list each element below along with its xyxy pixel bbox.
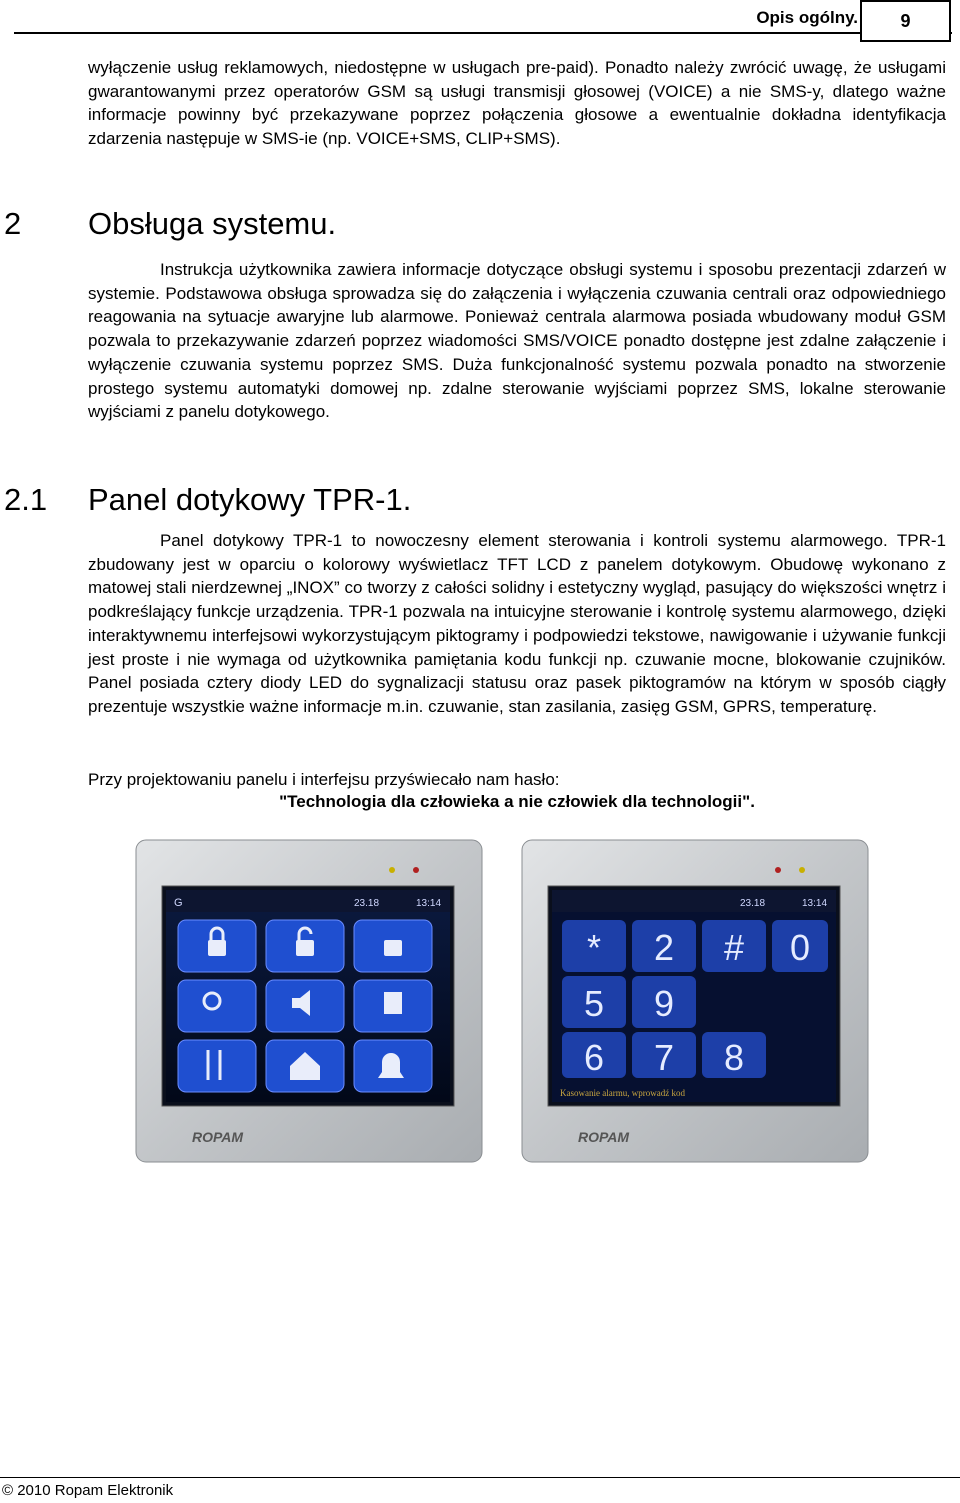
footer-rule (0, 1477, 960, 1478)
status-temp-text: 23.18 (354, 898, 380, 909)
brand-logo: ROPAM (192, 1129, 244, 1145)
keypad-key: * (586, 927, 602, 968)
status-time-text: 13:14 (802, 898, 828, 909)
section-2-1-paragraph: Panel dotykowy TPR-1 to nowoczesny element sterowania i kontroli systemu alarmowego. TPR-1 zbudowany jest w oparciu o kolorowy wyświetlacz TFT LCD z panelem dotykowym. Obudowę wykonano z matowej stali nierdzewnej „INOX” co tworzy z całości solidny i estetyczny wygląd, pasujący do większości wnętrz i podkreślający funkcje urządzenia. TPR-1 pozwala na intuicyjne sterowanie i kontrolę systemu alarmowego, dzięki interaktywnemu interfejsowi wykorzystującym piktogramy i podpowiedzi tekstowe, nawigowanie i używanie funkcji jest proste i nie wymaga od użytkownika pamiętania kodu funkcji np. czuwanie mocne, blokowanie czujników. Panel posiada cztery diody LED do sygnalizacji statusu oraz pasek piktogramów na którym w sposób ciągły prezentuje wszystkie ważne informacje m.in. czuwanie, stan zasilania, zasięg GSM, GPRS, temperaturę. (88, 531, 946, 716)
touch-panel-keypad-photo (518, 838, 874, 1170)
status-temp-text: 23.18 (740, 898, 766, 909)
keypad-key: # (723, 927, 745, 968)
keypad-key: 9 (653, 983, 675, 1024)
header-title: Opis ogólny. (756, 8, 858, 27)
page-number: 9 (860, 0, 951, 42)
keypad-key: 8 (723, 1037, 745, 1078)
section-2-title: Obsługa systemu. (88, 206, 337, 241)
section-2-1-title: Panel dotykowy TPR-1. (88, 482, 412, 517)
brand-logo: ROPAM (578, 1129, 630, 1145)
touch-panel-menu-photo (132, 838, 488, 1170)
section-2-1-number: 2.1 (4, 482, 48, 517)
keypad-key: 6 (583, 1037, 605, 1078)
status-gsm-text: G (174, 897, 183, 909)
motto-intro: Przy projektowaniu panelu i interfejsu przyświecało nam hasło: (88, 770, 560, 789)
section-2-paragraph: Instrukcja użytkownika zawiera informacje dotyczące obsługi systemu i sposobu prezentacji zdarzeń w systemie. Podstawowa obsługa sprowadza się do załączenia i wyłączenia czuwania centrali oraz odpowiedniego reagowania na sytuacje awaryjne lub alarmowe. Ponieważ centrala alarmowa posiada wbudowany moduł GSM pozwala to przekazywanie zdarzeń poprzez wiadomości SMS/VOICE ponadto dostępne jest zdalne załączenie i wyłączenie czuwania systemu poprzez SMS. Duża funkcjonalność systemu pozwala ponadto na stworzenie prostego systemu automatyki domowej np. zdalne sterowanie wyjściami poprzez SMS, lokalne sterowanie wyjściami z panelu dotykowego. (88, 260, 946, 422)
keypad-key: 2 (653, 927, 675, 968)
section-2-number: 2 (4, 206, 22, 241)
keypad-key: 0 (789, 927, 811, 968)
motto-quote: "Technologia dla człowieka a nie człowiek dla technologii". (279, 792, 755, 811)
footer-copyright: © 2010 Ropam Elektronik (2, 1482, 174, 1499)
keypad-key: 5 (583, 983, 605, 1024)
status-time-text: 13:14 (416, 898, 442, 909)
keypad-key: 7 (653, 1037, 675, 1078)
keypad-hint: Kasowanie alarmu, wprowadź kod (560, 1088, 685, 1098)
header-rule (14, 32, 952, 34)
intro-paragraph: wyłączenie usług reklamowych, niedostępne w usługach pre-paid). Ponadto należy zwrócić uwagę, że usługami gwarantowanymi przez operatorów GSM są usługi transmisji głosowej (VOICE) a nie SMS-y, dlatego ważne informacje powinny być przekazywane poprzez połączenia głosowe a ewentualnie dokładna identyfikacja zdarzenia następuje w SMS-ie (np. VOICE+SMS, CLIP+SMS). (88, 58, 946, 149)
